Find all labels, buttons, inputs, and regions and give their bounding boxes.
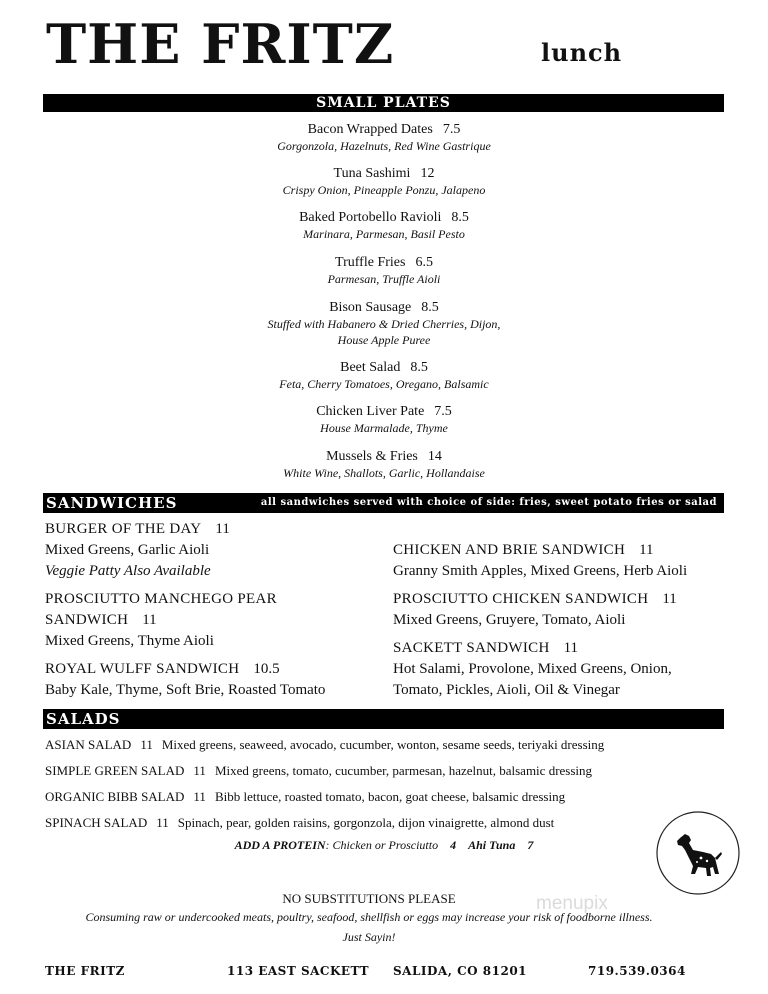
just-sayin-note: Just Sayin! — [342, 930, 396, 944]
sandwich-item — [45, 659, 375, 701]
plate-desc: White Wine, Shallots, Garlic, Hollandaise — [283, 466, 485, 480]
salad-price: 11 — [156, 815, 169, 830]
sandwich-name: PROSCIUTTO MANCHEGO PEAR — [45, 591, 277, 607]
plate-name: Baked Portobello Ravioli — [299, 210, 442, 225]
plate-price: 12 — [420, 166, 435, 181]
sandwich-price: 11 — [639, 542, 654, 558]
plate-name: Bacon Wrapped Dates — [307, 122, 433, 137]
plate-desc: House Apple Puree — [337, 333, 431, 347]
plate-desc: Marinara, Parmesan, Basil Pesto — [303, 227, 465, 241]
plate-name: Truffle Fries — [335, 255, 406, 270]
plate-price: 14 — [427, 449, 442, 464]
plate-item — [0, 299, 768, 359]
plate-name: Chicken Liver Pate — [316, 404, 425, 419]
protein-price: 4 — [450, 838, 457, 852]
sandwiches-side-note: all sandwiches served with choice of side: fries, sweet potato fries or salad — [260, 497, 717, 508]
plate-name: Beet Salad — [340, 360, 401, 375]
plate-item — [0, 165, 768, 209]
sandwich-name: SACKETT SANDWICH — [393, 640, 550, 656]
plate-price: 7.5 — [434, 404, 452, 419]
plate-price: 8.5 — [410, 360, 428, 375]
plate-name: Tuna Sashimi — [333, 166, 411, 181]
add-protein-label: ADD A PROTEIN — [234, 838, 326, 852]
plate-item — [0, 448, 768, 488]
salad-desc: Spinach, pear, golden raisins, gorgonzola, dijon vinaigrette, almond dust — [177, 815, 555, 830]
plate-desc: Crispy Onion, Pineapple Ponzu, Jalapeno — [282, 183, 486, 197]
footer-name: THE FRITZ — [45, 964, 125, 978]
plate-price: 6.5 — [415, 255, 433, 270]
salad-item — [45, 810, 735, 836]
add-protein-line — [0, 838, 768, 853]
sandwich-name: ROYAL WULFF SANDWICH — [45, 661, 240, 677]
plate-item — [0, 359, 768, 403]
footer-phone: 719.539.0364 — [588, 964, 686, 978]
salad-name: ORGANIC BIBB SALAD — [45, 789, 185, 804]
sandwich-item — [45, 519, 375, 582]
sandwich-item — [393, 638, 733, 701]
footer-address: 113 EAST SACKETT — [227, 964, 369, 978]
plate-price: 7.5 — [442, 122, 461, 137]
sandwich-desc: Baby Kale, Thyme, Soft Brie, Roasted Tomato — [45, 682, 326, 698]
sandwiches-heading — [43, 493, 724, 513]
sandwich-name-cont: SANDWICH — [45, 612, 129, 628]
foodborne-warning: Consuming raw or undercooked meats, poultry, seafood, shellfish or eggs may increase your risk of foodborne illness. — [85, 910, 653, 924]
plate-price: 8.5 — [421, 300, 439, 315]
sandwiches-title: SANDWICHES — [46, 494, 178, 512]
salad-name: SIMPLE GREEN SALAD — [45, 763, 185, 778]
salad-name: ASIAN SALAD — [45, 737, 132, 752]
sandwich-desc: Mixed Greens, Thyme Aioli — [45, 633, 214, 649]
plate-desc: House Marmalade, Thyme — [320, 421, 448, 435]
small-plates-list — [0, 121, 768, 488]
sandwich-name: CHICKEN AND BRIE SANDWICH — [393, 542, 626, 558]
protein-price: 7 — [527, 838, 534, 852]
small-plates-heading: SMALL PLATES — [43, 94, 724, 112]
protein-option: Ahi Tuna — [468, 838, 516, 852]
sandwich-desc: Hot Salami, Provolone, Mixed Greens, Onion, — [393, 661, 672, 677]
plate-desc: Feta, Cherry Tomatoes, Oregano, Balsamic — [279, 377, 489, 391]
protein-option: : Chicken or Prosciutto — [325, 838, 439, 852]
sandwich-desc-cont: Tomato, Pickles, Aioli, Oil & Vinegar — [393, 682, 620, 698]
sandwich-desc: Mixed Greens, Gruyere, Tomato, Aioli — [393, 612, 626, 628]
sandwich-item — [393, 540, 733, 582]
salad-item — [45, 784, 735, 810]
salads-title: SALADS — [46, 710, 121, 728]
sandwich-price: 11 — [662, 591, 677, 607]
salad-desc: Bibb lettuce, roasted tomato, bacon, goat cheese, balsamic dressing — [214, 789, 566, 804]
sandwich-item — [393, 589, 733, 631]
plate-price: 8.5 — [451, 210, 469, 225]
salad-item — [45, 732, 735, 758]
sandwich-price: 11 — [563, 640, 579, 656]
plate-item — [0, 254, 768, 299]
no-substitutions-note: NO SUBSTITUTIONS PLEASE — [282, 891, 456, 906]
plate-item — [0, 121, 768, 165]
sandwich-name: BURGER OF THE DAY — [45, 521, 202, 537]
salad-price: 11 — [193, 789, 206, 804]
plate-item — [0, 209, 768, 254]
plate-name: Mussels & Fries — [326, 449, 418, 464]
plate-desc: Gorgonzola, Hazelnuts, Red Wine Gastrique — [277, 139, 491, 153]
sandwich-price: 11 — [215, 521, 230, 537]
restaurant-title: THE FRITZ — [46, 12, 395, 76]
sandwich-name: PROSCIUTTO CHICKEN SANDWICH — [393, 591, 649, 607]
sandwich-price: 11 — [142, 612, 157, 628]
plate-desc: Stuffed with Habanero & Dried Cherries, Dijon, — [267, 317, 501, 331]
watermark: menupix — [536, 893, 608, 914]
dog-logo-icon — [655, 810, 741, 896]
salad-name: SPINACH SALAD — [45, 815, 148, 830]
sandwich-item — [45, 589, 375, 652]
salad-desc: Mixed greens, seaweed, avocado, cucumber, wonton, sesame seeds, teriyaki dressing — [161, 737, 605, 752]
plate-desc: Parmesan, Truffle Aioli — [327, 272, 441, 286]
sandwich-price: 10.5 — [253, 661, 280, 677]
plate-item — [0, 403, 768, 448]
sandwich-desc: Granny Smith Apples, Mixed Greens, Herb Aioli — [393, 563, 688, 579]
salad-price: 11 — [193, 763, 206, 778]
plate-name: Bison Sausage — [329, 300, 412, 315]
sandwich-extra: Veggie Patty Also Available — [45, 563, 211, 579]
salads-heading — [43, 709, 724, 729]
salad-price: 11 — [140, 737, 153, 752]
salad-desc: Mixed greens, tomato, cucumber, parmesan, hazelnut, balsamic dressing — [214, 763, 593, 778]
menu-subtitle: lunch — [541, 38, 623, 67]
sandwich-desc: Mixed Greens, Garlic Aioli — [45, 542, 210, 558]
salad-item — [45, 758, 735, 784]
footer-city: SALIDA, CO 81201 — [393, 964, 528, 978]
salads-list — [45, 732, 735, 836]
